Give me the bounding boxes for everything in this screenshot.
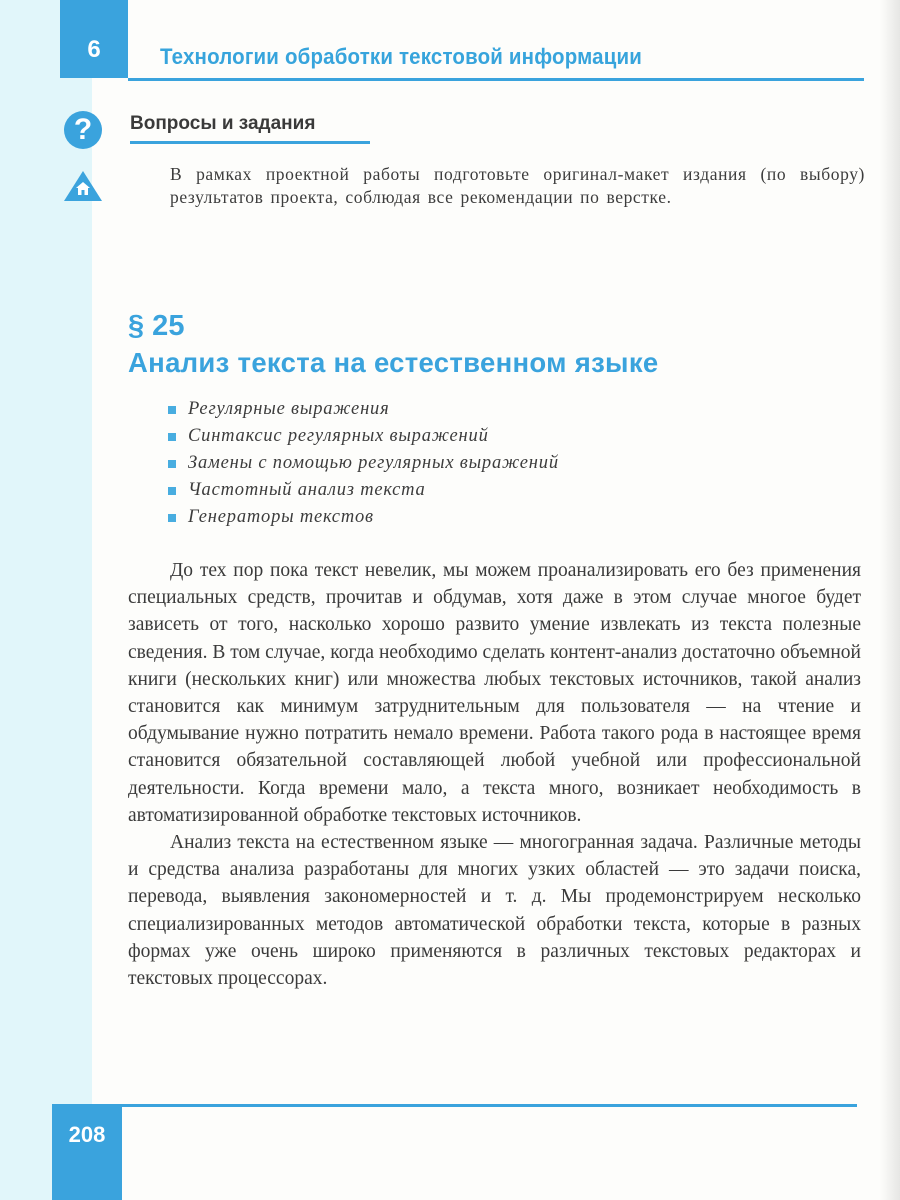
section-topics-list [168, 396, 559, 531]
topic-item: Замены с помощью регулярных выражений [168, 450, 559, 477]
topic-item: Регулярные выражения [168, 396, 559, 423]
topic-item: Генераторы текстов [168, 504, 559, 531]
home-task-icon [63, 170, 103, 202]
square-bullet-icon [168, 406, 176, 414]
question-icon: ? [64, 111, 102, 149]
topic-item: Частотный анализ текста [168, 477, 559, 504]
chapter-number-tab [60, 0, 128, 78]
chapter-number: 6 [87, 36, 101, 63]
task-text: В рамках проектной работы подготовьте оригинал-макет издания (по выбору) результатов проекта, соблюдая все рекомендации по верстке. [170, 164, 865, 207]
body-paragraph: До тех пор пока текст невелик, мы можем проанализировать его без применения специальных средств, прочитав и обдумав, хотя даже в этом случае многое будет зависеть от того, насколько хорошо развито умение извлекать из текста полезные сведения. В том случае, когда необходимо сделать контент-анализ достаточно объемной книги (нескольких книг) или множества любых текстовых источников, такой анализ становится как минимум затруднительным для пользователя — на чтение и обдумывание нужно потратить немало времени. Работа такого рода в настоящее время становится обязательной составляющей любой учебной или профессиональной деятельности. Когда времени мало, а текста много, возникает необходимость в автоматизированной обработке текстовых источников. [128, 560, 861, 826]
section-title: Анализ текста на естественном языке [128, 347, 659, 378]
topic-item: Синтаксис регулярных выражений [168, 423, 559, 450]
page-number-tab [52, 1104, 122, 1200]
page-binding-shadow [880, 0, 900, 1200]
page-number: 208 [68, 1122, 106, 1147]
section-number: § 25 [128, 310, 185, 342]
body-paragraph: Анализ текста на естественном языке — многогранная задача. Различные методы и средства анализа разработаны для многих узких областей — это задачи поиска, перевода, выявления закономерностей и т. д. Мы продемонстрируем несколько специализированных методов автоматической обработки текста, которые в разных формах уже очень широко применяются в различных текстовых редакторах и текстовых процессорах. [128, 832, 861, 990]
square-bullet-icon [168, 433, 176, 441]
questions-heading: Вопросы и задания [130, 113, 316, 134]
square-bullet-icon [168, 460, 176, 468]
header-rule [128, 78, 864, 81]
chapter-title: Технологии обработки текстовой информации [160, 44, 643, 69]
square-bullet-icon [168, 487, 176, 495]
questions-heading-underline [130, 141, 370, 144]
square-bullet-icon [168, 514, 176, 522]
footer-rule [122, 1104, 857, 1107]
body-text [128, 557, 861, 992]
